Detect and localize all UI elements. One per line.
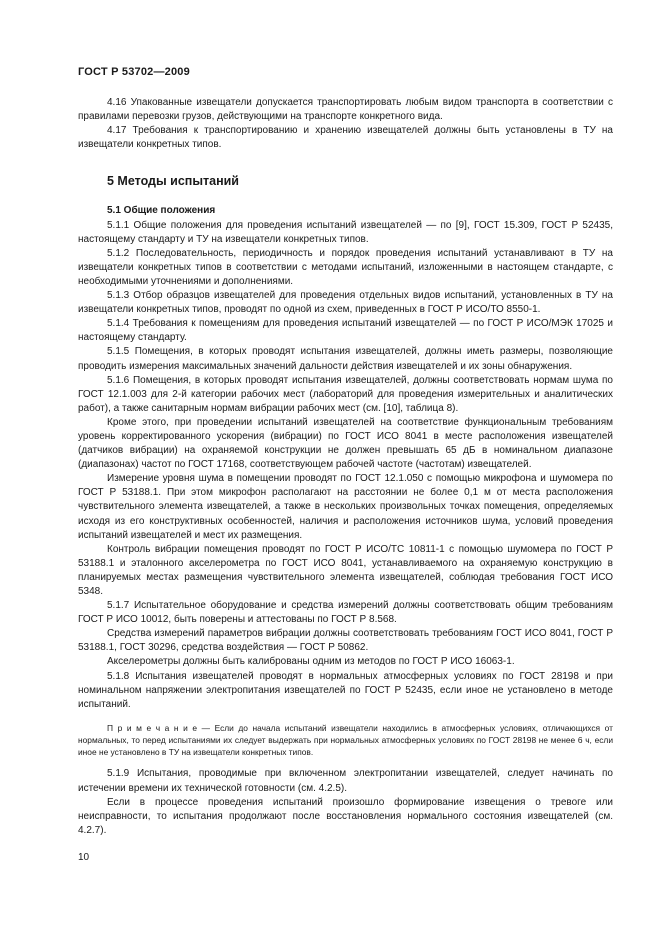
paragraph: Если в процессе проведения испытаний произошло формирование извещения о тревоге или неисправности, то испытания продолжают после восстановления нормального состояния извещателей (см. 4.2.7). bbox=[78, 796, 613, 836]
note: П р и м е ч а н и е — Если до начала испытаний извещатели находились в атмосферных условиях, отличающихся от нормальных, то перед испытаниями их следует выдержать при нормальных атмосферных условиях по ГОСТ 28198 не менее 6 ч, если иное не установлено в ТУ на извещатели конкретных типов. bbox=[78, 722, 613, 758]
section-title: 5 Методы испытаний bbox=[107, 174, 239, 189]
paragraph: 5.1.4 Требования к помещениям для проведения испытаний извещателей — по ГОСТ Р ИСО/МЭК 17025 и настоящему стандарту. bbox=[78, 318, 613, 344]
paragraph: 5.1.1 Общие положения для проведения испытаний извещателей — по [9], ГОСТ 15.309, ГОСТ Р 52435, настоящему стандарту и ТУ на извещатели конкретных типов. bbox=[78, 219, 613, 245]
document-header: ГОСТ Р 53702—2009 bbox=[78, 66, 190, 78]
paragraph: Измерение уровня шума в помещении проводят по ГОСТ 12.1.050 с помощью микрофона и шумомера по ГОСТ Р 53188.1. При этом микрофон располагают на расстоянии не более 0,1 м от места расположения чувствительного элемента извещателей, а также в нескольких произвольных точках помещения, определяемых исходя из его конструктивных особенностей, наличия и расположения источников шума, условий проведения испытаний извещателей и мест их размещения. bbox=[78, 473, 613, 541]
page-number: 10 bbox=[78, 852, 90, 863]
paragraph: Средства измерений параметров вибрации должны соответствовать требованиям ГОСТ ИСО 8041, ГОСТ Р 53188.1, ГОСТ 30296, средства воздействия — ГОСТ Р 50862. bbox=[78, 628, 613, 654]
paragraph: Контроль вибрации помещения проводят по ГОСТ Р ИСО/ТС 10811-1 с помощью шумомера по ГОСТ Р 53188.1 и эталонного акселерометра по ГОСТ ИСО 8041, устанавливаемого на охраняемую конструкцию в планируемых местах размещения чувствительного элемента извещателей, соблюдая требования ГОСТ ИСО 5348. bbox=[78, 543, 613, 597]
paragraph: 5.1.9 Испытания, проводимые при включенном электропитании извещателей, следует начинать по истечении времени их технической готовности (см. 4.2.5). bbox=[78, 768, 613, 794]
paragraph: Кроме этого, при проведении испытаний извещателей на соответствие функциональным требованиям уровень корректированного ускорения (вибрации) по ГОСТ ИСО 8041 в месте расположения извещателей (датчиков вибрации) на охраняемой конструкции не должен превышать 65 дБ в номинальном диапазоне (диапазонах) частот по ГОСТ 17168, соответствующем рабочей частоте (частотам) извещателей. bbox=[78, 416, 613, 471]
paragraph: 5.1.2 Последовательность, периодичность и порядок проведения испытаний устанавливают в ТУ на извещатели конкретных типов в соответствии с методами испытаний, изложенными в настоящем стандарте, с необходимыми уточнениями и дополнениями. bbox=[78, 247, 613, 287]
paragraph: 5.1.7 Испытательное оборудование и средства измерений должны соответствовать общим требованиям ГОСТ Р ИСО 10012, быть поверены и аттестованы по ГОСТ Р 8.568. bbox=[78, 600, 613, 626]
subsection-title: 5.1 Общие положения bbox=[107, 205, 216, 217]
page-content bbox=[78, 96, 613, 838]
spacer bbox=[78, 188, 613, 204]
paragraph: 5.1.5 Помещения, в которых проводят испытания извещателей, должны иметь размеры, позволяющие проводить измерения максимальных значений дальности действия извещателей и их зоны обнаружения. bbox=[78, 346, 613, 372]
spacer bbox=[78, 152, 613, 174]
paragraph: 5.1.3 Отбор образцов извещателей для проведения отдельных видов испытаний, установленных в ТУ на извещатели конкретных типов, проводят по одной из схем, приведенных в ГОСТ Р ИСО/ТО 8550-1. bbox=[78, 290, 613, 316]
paragraph: 5.1.8 Испытания извещателей проводят в нормальных атмосферных условиях по ГОСТ 28198 и при номинальном напряжении электропитания извещателей по ГОСТ Р 52435, если иное не установлено в методе испытаний. bbox=[78, 670, 613, 710]
paragraph: Акселерометры должны быть калиброваны одним из методов по ГОСТ Р ИСО 16063-1. bbox=[107, 656, 515, 668]
paragraph: 4.17 Требования к транспортированию и хранению извещателей должны быть установлены в ТУ на извещатели конкретных типов. bbox=[78, 125, 613, 151]
paragraph: 5.1.6 Помещения, в которых проводят испытания извещателей, должны соответствовать нормам шума по ГОСТ 12.1.003 для 2-й категории рабочих мест (лабораторий для проведения измерительных и аналитических работ), а также санитарным нормам вибрации рабочих мест (см. [10], таблица 8). bbox=[78, 374, 613, 414]
paragraph: 4.16 Упакованные извещатели допускается транспортировать любым видом транспорта в соответствии с правилами перевозки грузов, действующими на транспорте конкретного вида. bbox=[78, 97, 613, 123]
